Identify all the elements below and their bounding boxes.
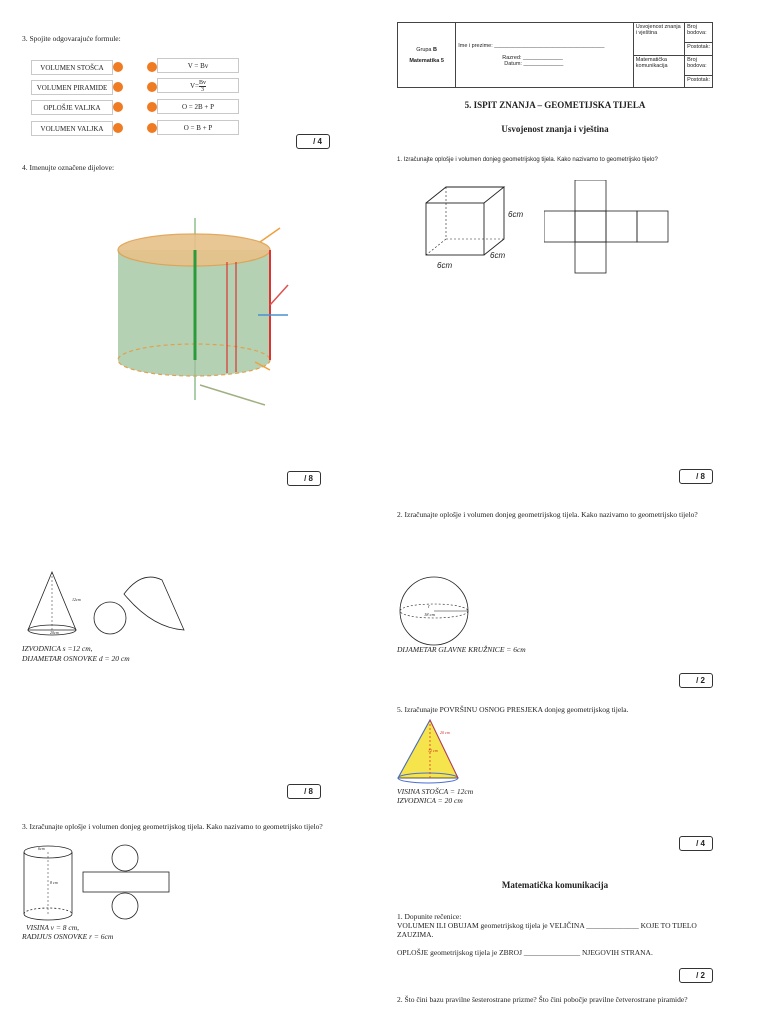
arrow-red xyxy=(270,285,288,305)
frac-num: Bv xyxy=(199,79,207,86)
match-dot-right-2[interactable] xyxy=(147,82,157,92)
cube-net-figure xyxy=(544,180,694,276)
match-dot-left-3[interactable] xyxy=(113,102,123,112)
class-label: Razred: xyxy=(502,55,522,61)
match-dot-right-3[interactable] xyxy=(147,102,157,112)
q3-title: 3. Spojite odgovarajuće formule: xyxy=(22,34,121,43)
cube-top-face xyxy=(426,187,504,203)
cylinder-3d-figure xyxy=(110,210,300,410)
match-dot-left-4[interactable] xyxy=(113,123,123,133)
match-dot-right-4[interactable] xyxy=(147,123,157,133)
header-group-cell xyxy=(398,23,456,88)
cone-text-1: IZVODNICA s =12 cm, xyxy=(22,644,93,653)
cone-label-s: 12cm xyxy=(72,597,81,602)
match-right-2 xyxy=(157,78,239,93)
net-top-circle xyxy=(112,845,138,871)
cone-label-d: 20cm xyxy=(50,630,59,635)
cone2-label-v: 12 cm xyxy=(428,748,438,753)
fraction xyxy=(199,80,206,93)
net-square-left xyxy=(544,211,575,242)
frac-prefix: V= xyxy=(189,82,199,90)
score-box-mk1[interactable]: / 2 xyxy=(679,968,713,983)
frac-den: 3 xyxy=(201,86,204,93)
postotak-2[interactable]: Postotak: xyxy=(685,75,713,87)
match-right-4-text: O = B + P xyxy=(183,124,213,132)
group-value: B xyxy=(433,46,438,53)
match-left-2: VOLUMEN PIRAMIDE xyxy=(31,80,113,95)
arrow-orange-top xyxy=(260,228,280,242)
class-blank[interactable]: _____________ xyxy=(523,55,563,61)
score-box-q4[interactable]: / 8 xyxy=(287,471,321,486)
cyl-text-2: RADIJUS OSNOVKE r = 6cm xyxy=(22,932,114,941)
score-box-q1[interactable]: / 8 xyxy=(679,469,713,484)
net-square-far-right xyxy=(637,211,668,242)
date-label: Datum: xyxy=(504,61,522,67)
broj-bodova-1[interactable]: Broj bodova: xyxy=(685,23,713,43)
net-sector xyxy=(124,577,184,630)
cube-right-face xyxy=(484,187,504,255)
match-left-4: VOLUMEN VALJKA xyxy=(31,121,113,136)
cone2-label-s: 20 cm xyxy=(440,730,450,735)
cone-and-net-figure xyxy=(22,570,192,642)
cone2-text-1: VISINA STOŠCA = 12cm xyxy=(397,787,474,796)
cyl-bottom-front xyxy=(24,914,72,920)
match-right-3 xyxy=(157,99,239,114)
cone2-text-2: IZVODNICA = 20 cm xyxy=(397,796,463,805)
cube-hidden-diagonal xyxy=(426,239,446,255)
broj-bodova-2[interactable]: Broj bodova: xyxy=(685,55,713,75)
name-label: Ime i prezime: xyxy=(458,43,493,49)
sphere-d-label: 18 cm xyxy=(424,612,435,617)
cube-label-a: 6cm xyxy=(508,210,524,219)
cube-front-face xyxy=(426,203,484,255)
net-square-right xyxy=(606,211,637,242)
q1-title: 1. Izračunajte oplošje i volumen donjeg geometrijskog tijela. Kako nazivamo to geometrijsko tijelo? xyxy=(397,157,658,163)
match-right-1-text: V = Bv xyxy=(187,62,209,70)
mk1-line-2[interactable]: OPLOŠJE geometrijskog tijela je ZBROJ _______________ NJEGOVIH STRANA. xyxy=(397,948,653,957)
group-label: Grupa xyxy=(416,46,432,53)
mk-title: Matematička komunikacija xyxy=(501,880,609,890)
score-box-q2[interactable]: / 2 xyxy=(679,673,713,688)
match-right-3-text: O = 2B + P xyxy=(181,103,214,111)
net-bottom-circle xyxy=(112,893,138,919)
net-square-top xyxy=(575,180,606,211)
cylinder-and-net-figure xyxy=(22,842,182,924)
score-box-cone[interactable]: / 8 xyxy=(287,784,321,799)
date-line[interactable] xyxy=(458,61,631,67)
cyl-label-v: 8 cm xyxy=(50,880,58,885)
cone-text-2: DIJAMETAR OSNOVKE d = 20 cm xyxy=(22,654,130,663)
mk1-line-1[interactable]: VOLUMEN ILI OBUJAM geometrijskog tijela je VELIČINA ______________ KOJE TO TIJELO ZAUZIMA. xyxy=(397,921,697,940)
q5-title: 5. Izračunajte POVRŠINU OSNOG PRESJEKA donjeg geometrijskog tijela. xyxy=(397,705,629,714)
group-line xyxy=(400,47,453,53)
usvojenost-label: Usvojenost znanja i vještina xyxy=(633,23,684,56)
match-right-4 xyxy=(157,120,239,135)
mat-kom-label: Matematička komunikacija xyxy=(633,55,684,88)
cyl-text-1: VISINA v = 8 cm, xyxy=(26,923,80,932)
match-dot-left-2[interactable] xyxy=(113,82,123,92)
q3b-title: 3. Izračunajte oplošje i volumen donjeg geometrijskog tijela. Kako nazivamo to geometrijsko tijelo? xyxy=(22,822,323,831)
name-blank[interactable]: ____________________________________ xyxy=(494,43,605,49)
name-line[interactable] xyxy=(458,43,631,49)
mk2-title: 2. Što čini bazu pravilne šesterostrane prizme? Što čini pobočje pravilne četverostrane piramide? xyxy=(397,995,688,1004)
match-left-1: VOLUMEN STOŠCA xyxy=(31,60,113,75)
score-box-q3[interactable]: / 4 xyxy=(296,134,330,149)
match-dot-left-1[interactable] xyxy=(113,62,123,72)
cube-label-c: 6cm xyxy=(437,261,453,270)
match-dot-right-1[interactable] xyxy=(147,62,157,72)
score-box-q5[interactable]: / 4 xyxy=(679,836,713,851)
header-table xyxy=(397,22,713,88)
sphere-figure xyxy=(398,575,470,647)
q2-title: 2. Izračunajte oplošje i volumen donjeg geometrijskog tijela. Kako nazivamo to geometrijsko tijelo? xyxy=(397,510,698,519)
q4-title: 4. Imenujte označene dijelove: xyxy=(22,163,115,172)
match-left-3: OPLOŠJE VALJKA xyxy=(31,100,113,115)
cube-label-b: 6cm xyxy=(490,251,506,260)
sphere-text: DIJAMETAR GLAVNE KRUŽNICE = 6cm xyxy=(397,645,526,654)
cube-hidden-edges xyxy=(446,187,504,239)
net-square-bottom xyxy=(575,242,606,273)
yellow-cone-figure xyxy=(396,718,462,788)
sphere-r-label: r xyxy=(428,605,430,610)
postotak-1[interactable]: Postotak: xyxy=(685,43,713,55)
net-square-center xyxy=(575,211,606,242)
mk1-title: 1. Dopunite rečenice: xyxy=(397,912,462,921)
subject-label: Matematika 5 xyxy=(409,57,444,64)
header-student-cell xyxy=(456,23,634,88)
main-title: 5. ISPIT ZNANJA – GEOMETIJSKA TIJELA xyxy=(464,100,646,110)
net-rectangle xyxy=(83,872,169,892)
cyl-label-r: 6cm xyxy=(38,846,45,851)
arrow-green xyxy=(200,385,265,405)
match-right-1 xyxy=(157,58,239,73)
date-blank[interactable]: _____________ xyxy=(523,61,564,67)
section-subtitle: Usvojenost znanja i vještina xyxy=(501,124,609,134)
net-circle xyxy=(94,602,126,634)
